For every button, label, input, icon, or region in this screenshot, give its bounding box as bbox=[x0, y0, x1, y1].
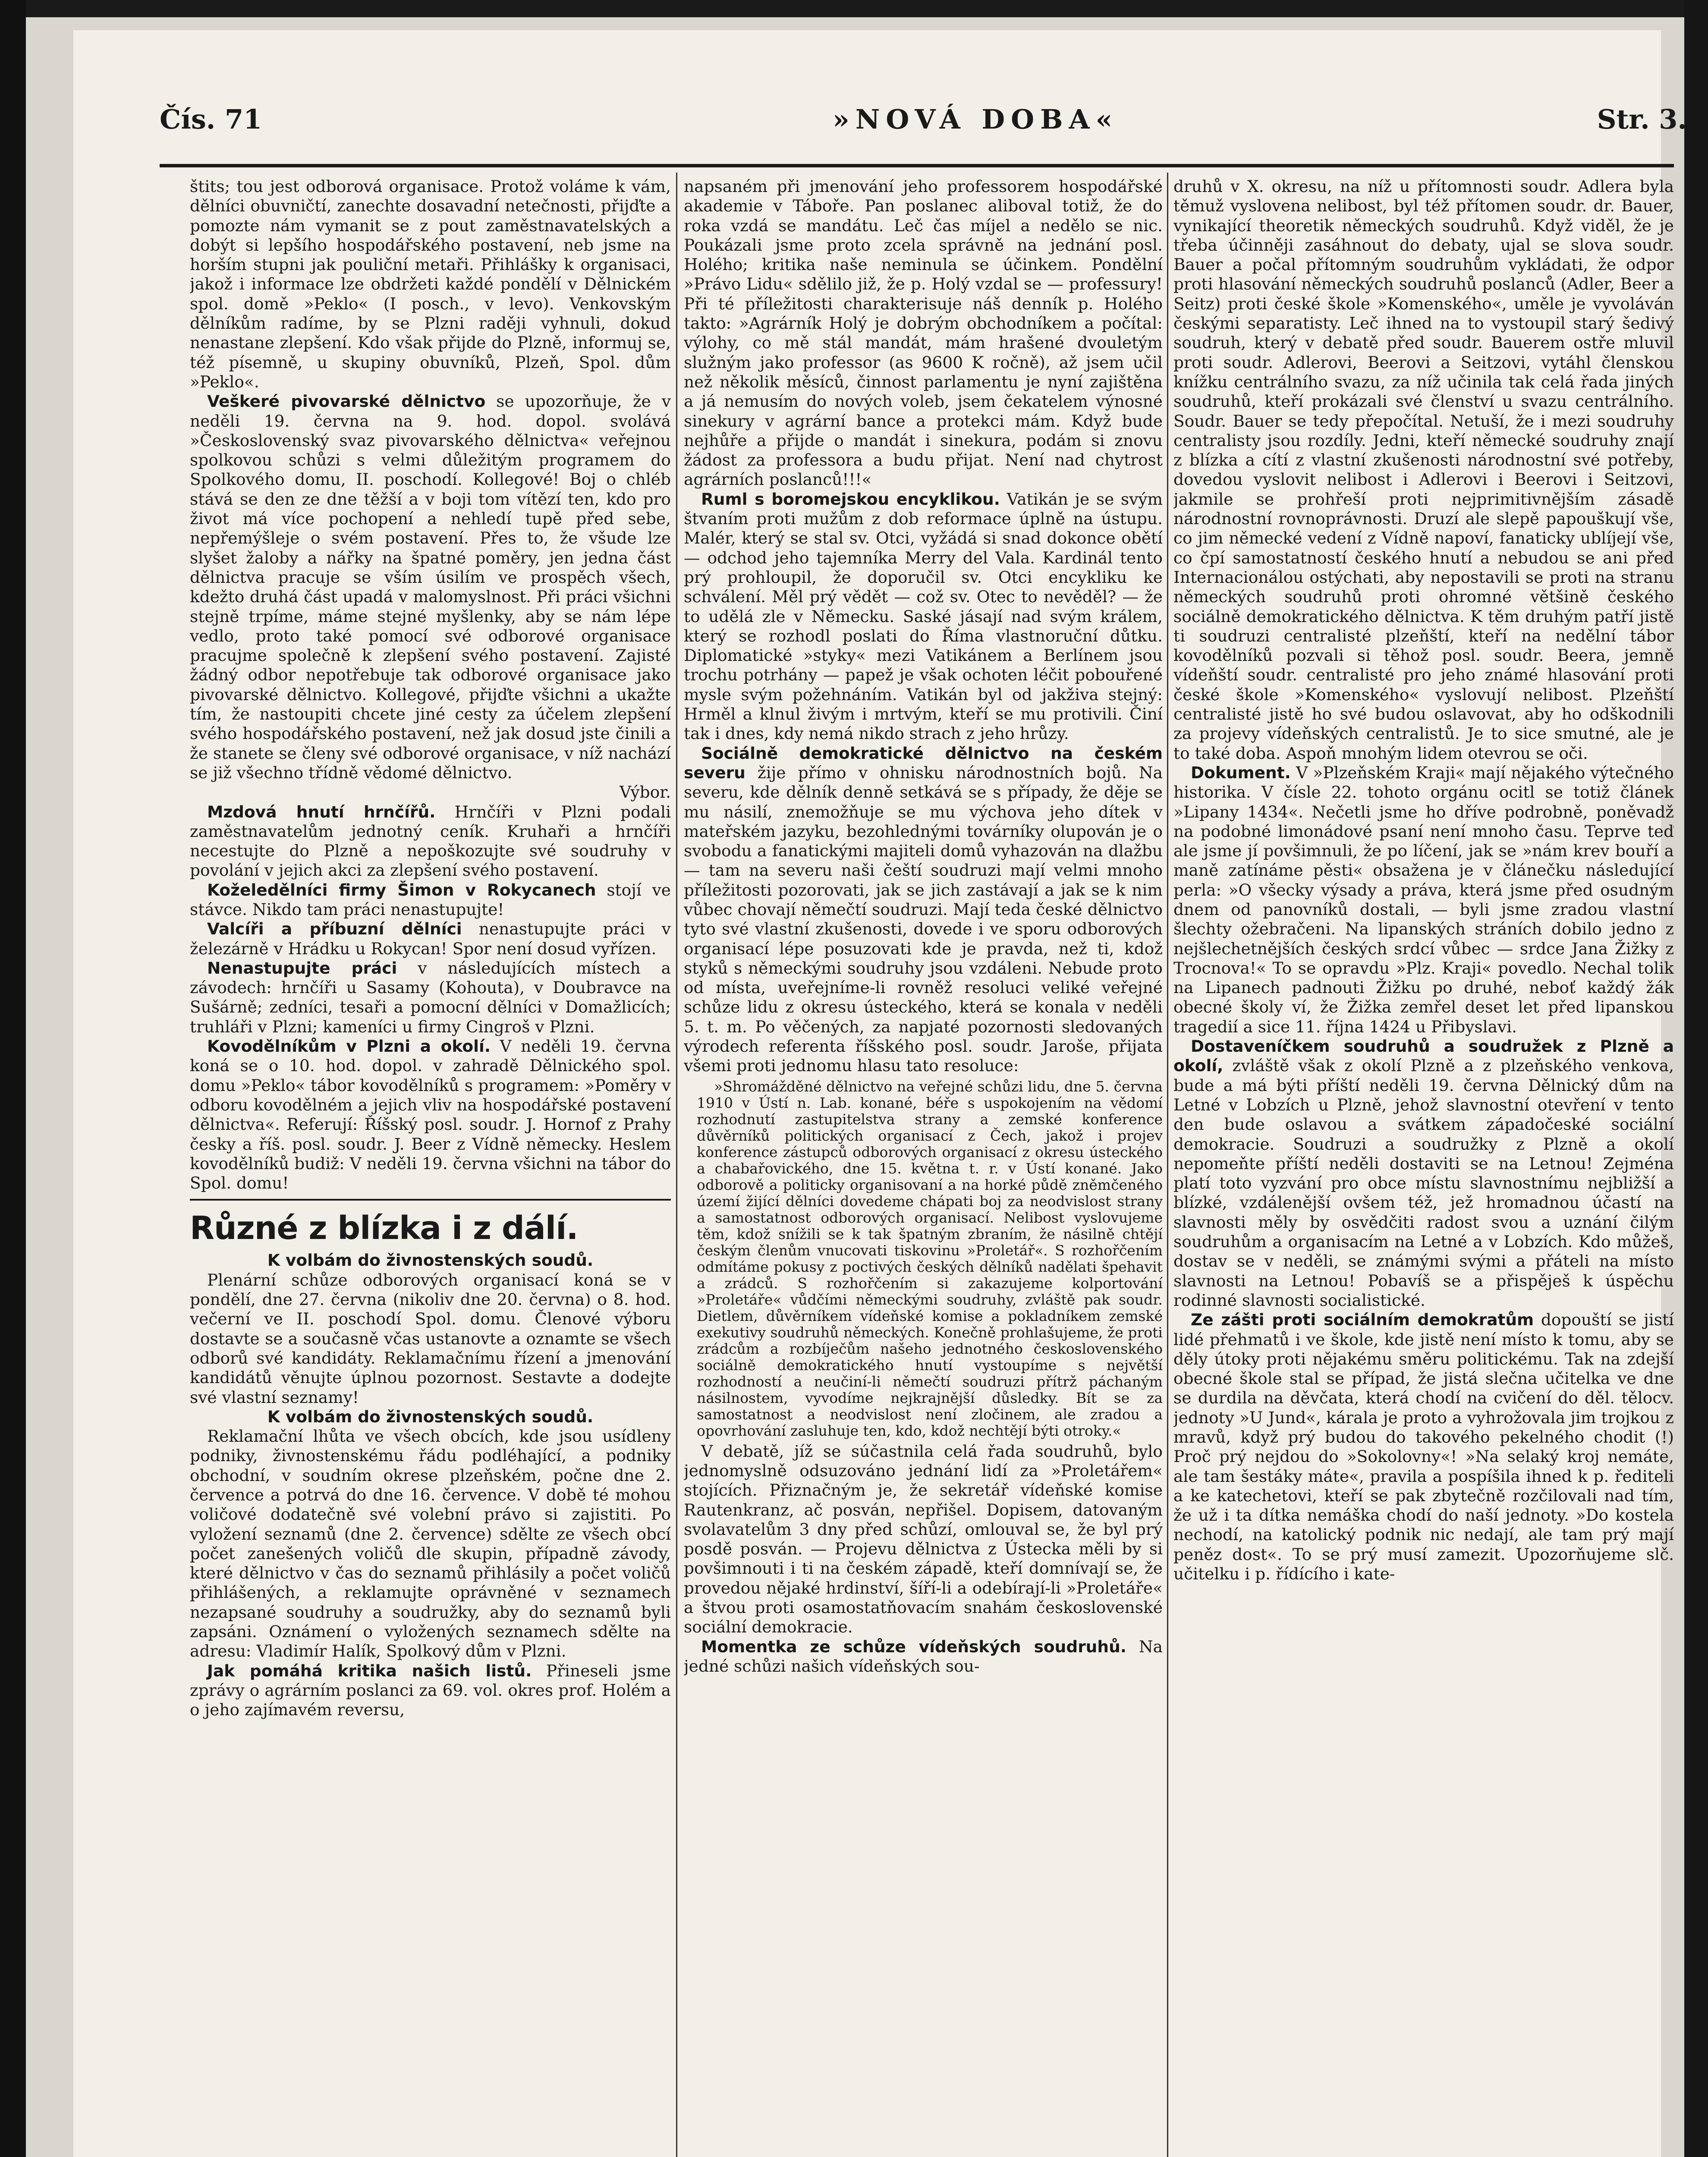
article-text: V »Plzeňském Kraji« mají nějakého výtečného historika. V čísle 22. tohoto orgánu ocitl se totiž článek »Lipany 1434«. Nečetli jsme ho dříve podrobně, poněvadž na podobné limonádové psaní není mnoho času. Teprve teď ale jsme jí povšimnuli, že po líčení, jak se »nám krev bouří a maně zatínáme pěsti« obsažena je v článečku následující perla: »O všecky výsady a práva, která jsme před osudným dnem od panovníků dostali, — byli jsme zradou vlastní šlechty ožebračeni. Na lipanských stráních dobilo jedno z nejšlechetnějších českých srdcí vůbec — srdce Jana Žižky z Trocnova!« To se opravdu »Plz. Kraji« povedlo. Nechal tolik na Lipanech padnouti Žižku po druhé, neboť každý žák obecné školy ví, že Žižka zemřel deset let před lipanskou tragedií a sice 11. října 1424 u Přibyslavi. bbox=[1173, 763, 1674, 1036]
article-text: dopouští se jistí lidé přehmatů i ve škole, kde jistě není místo k tomu, aby se děly útoky proti nějakému směru politickému. Tak na zdejší obecné škole stal se případ, že jistá slečna učitelka ve dne se durdila na děvčata, která chodí na cvičení do děl. tělocv. jednoty »U Jund«, kárala je proto a vyhrožovala jim trojkou z mravů, když prý budou do takového pekelného chodit (!) Proč prý nejdou do »Sokolovny«! »Na selaký kroj nemáte, ale tam šestáky máte«, pravila a pospíšila ihned k p. řediteli a ke katechetovi, kteří se pak zbytečně rozčilovali nad tím, že už i ta dítka nemáška chodí do naší jednoty. »Do kostela nechodí, na katolický podnik nic nedají, ale tam prý mají peněz dost«. To se prý musí zamezit. Upozorňujeme slč. učitelku i p. řídícího i kate- bbox=[1173, 1310, 1674, 1584]
article-text: nenastupujte práci v železárně v Hrádku u Rokycan! Spor není dosud vyřízen. bbox=[190, 919, 671, 958]
article-headline: Koželedělníci firmy Šimon v Rokycanech bbox=[207, 880, 596, 899]
article bbox=[190, 959, 671, 1037]
column-divider bbox=[676, 173, 677, 2157]
article-headline: Veškeré pivovarské dělnictvo bbox=[207, 392, 486, 411]
article bbox=[190, 802, 671, 880]
article-headline: Ze zášti proti sociálním demokratům bbox=[1191, 1310, 1534, 1330]
article bbox=[1173, 1310, 1674, 1584]
article-text: Přineseli jsme zprávy o agrárním poslanci za 69. vol. okres prof. Holém a o jeho zajímavém reversu, bbox=[190, 1661, 671, 1720]
header-rule bbox=[160, 164, 1674, 167]
article-headline: Sociálně demokratické dělnictvo na českém severu bbox=[684, 743, 1163, 782]
article-text: štits; tou jest odborová organisace. Protož voláme k vám, dělníci obuvničtí, zanechte dosavadní netečnosti, přijďte a pomozte nám vymanit se z pout zaměstnavatelských a dobýt si lepšího hospodářského postavení, neb jsme na horším stupni jak pouliční metaři. Přihlášky k organisaci, jakož i informace lze obdržeti každé pondělí v Dělnickém spol. domě »Peklo« (I posch., v levo). Venkovským dělníkům radíme, by se Plzni raději vyhnuli, dokud nenastane zlepšení. Kdo však přijde do Plzně, informuj se, též písemně, u skupiny obuvníků, Plzeň, Spol. dům »Peklo«. bbox=[190, 177, 671, 391]
article-headline: K volbám do živnostenských soudů. bbox=[267, 1407, 594, 1426]
article-text: stojí ve stávce. Nikdo tam práci nenastupujte! bbox=[190, 880, 671, 919]
article-headline: Dokument. bbox=[1191, 763, 1291, 782]
article-text: Na jedné schůzi našich vídeňských sou- bbox=[684, 1637, 1163, 1676]
article bbox=[190, 1661, 671, 1720]
signature: Výbor. bbox=[619, 783, 671, 802]
page-number: Str. 3. bbox=[1597, 104, 1687, 135]
scan-frame-right bbox=[1684, 0, 1708, 2157]
column-divider bbox=[1167, 173, 1168, 2157]
section-heading: Různé z blízka i z dálí. bbox=[190, 1210, 578, 1247]
issue-number: Čís. 71 bbox=[160, 104, 262, 135]
article-text: Vatikán je se svým štvaním proti mužům z dob reformace úplně na ústupu. Malér, který se stal sv. Otci, vyžádá si snad dokonce obětí — odchod jeho tajemníka Merry del Vala. Kardinál tento prý prohloupil, že doporučil sv. Otci encykliku ke schválení. Měl prý vědět — což sv. Otec to nevěděl? — že to udělá zle v Německu. Saské jásají nad svým králem, který se rozhodl poslati do Říma vlastnoruční důtku. Diplomatické »styky« mezi Vatikánem a Berlínem jsou trochu potrhány — papež je však ochoten léčit pobouřené mysle svým požehnáním. Vatikán byl od jakživa stejný: Hrměl a klnul živým i mrtvým, kteří se mu protivili. Činí tak i dnes, kdy nemá nikdo strach z jeho hrůzy. bbox=[684, 489, 1163, 743]
article-headline: Jak pomáhá kritika našich listů. bbox=[207, 1661, 532, 1680]
article-headline: Valcíři a příbuzní dělníci bbox=[207, 919, 462, 939]
article-text: Plenární schůze odborových organisací koná se v pondělí, dne 27. června (nikoliv dne 20. června) o 8. hod. večerní ve II. poschodí Spol. domu. Členové výboru dostavte se a současně včas ustanovte a oznamte se všech odborů své kandidáty. Reklamačnímu řízení a jmenování kandidátů věnujte úplnou pozornost. Sestavte a dodejte své vlastní seznamy! bbox=[190, 1270, 671, 1407]
article-headline: Nenastupujte práci bbox=[207, 958, 397, 978]
article-headline: Dostaveníčkem soudruhů a soudružek z Plzně a okolí, bbox=[1173, 1037, 1674, 1075]
article bbox=[684, 490, 1163, 744]
article-text: druhů v X. okresu, na níž u přítomnosti soudr. Adlera byla těmuž vyslovena nelibost, byl též přítomen soudr. dr. Bauer, vynikající theoretik německých soudruhů. Když viděl, že je třeba účinněji zasáhnout do debaty, ujal se slova soudr. Bauer a počal přítomným soudruhům vykládati, že odpor proti hlasování německých soudruhů poslanců (Adler, Beer a Seitz) proti české škole »Komenského«, uměle je vyvoláván českými separatisty. Leč ihned na to vystoupil starý šedivý soudruh, který v debatě před soudr. Bauerem ostře mluvil proti soudr. Adlerovi, Beerovi a Seitzovi, vytáhl členskou knížku centrálního svazu, za níž učinila tak celá řada jiných soudruhů, kteří prokázali své členství u svazu centrálního. Soudr. Bauer se tedy přepočítal. Netuší, že i mezi soudruhy centralisty jsou rozdíly. Jedni, kteří německé soudruhy znají z blízka a cítí z vlastní zkušenosti národnostní své potřeby, dovedou vyslovit nelibost i Adlerovi i Beerovi i Seitzovi, jakmile se prohřeší proti nejprimitivnějším zásadě národnostní rovnoprávnosti. Druzí ale slepě papouškují vše, co jim německé vedení z Vídně napoví, fanaticky ublíjejí vše, co čpí samostatností českého hnutí a nebudou se ani před Internacionálou ostýchati, aby nepostavili se proti na stranu německých soudruhů proti ohromné většině českého sociálně demokratického dělnictva. K těm druhým patří jistě ti soudruzi centralisté plzeňští, kteří na nedělní tábor kovodělníků pozvali si těhož posl. soudr. Beera, jemně vídeňští soudr. centralisté pro jeho známé hlasování proti české škole »Komenského« vyslovují nelibost. Plzeňští centralisté jistě ho své budou oslavovat, aby ho odškodnili za projevy vídeňských centralistů. Je to sice smutné, ale je to také doba. Aspoň mnohým lidem otevrou se oči. bbox=[1173, 177, 1674, 763]
article-text: Hrnčíři v Plzni podali zaměstnavatelům jednotný ceník. Kruhaři a hrnčíři necestujte do Plzně a nepoškozujte své soudruhy v povolání v jejich akci za zlepšení svého postavení. bbox=[190, 802, 671, 880]
article-text: V neděli 19. června koná se o 10. hod. dopol. v zahradě Dělnického spol. domu »Peklo« tábor kovodělníků s programem: »Poměry v odboru kovodělném a jejich vliv na hospodářské postavení dělnictva«. Referují: Říšský posl. soudr. J. Hornof z Prahy česky a říš. posl. soudr. J. Beer z Vídně německy. Heslem kovodělníků budiž: V neděli 19. června všichni na tábor do Spol. domu! bbox=[190, 1037, 671, 1193]
article-headline: Kovodělníkům v Plzni a okolí. bbox=[207, 1037, 491, 1056]
article-headline: Ruml s boromejskou encyklikou. bbox=[701, 489, 1000, 509]
scan-frame-left bbox=[0, 0, 26, 2157]
column-3 bbox=[1173, 177, 1674, 2157]
article-text: V debatě, jíž se súčastnila celá řada soudruhů, bylo jednomyslně odsuzováno jednání lidí za »Proletářem« stojících. Přiznačným je, že sekretář vídeňské komise Rautenkranz, ač posván, nepřišel. Dopisem, datovaným svolavatelům 3 dny před schůzí, omlouval se, že byl prý posdě posván. — Projevu dělnictva z Ústecka měli by si povšimnouti i ti na českém západě, kteří domnívají se, že provedou nějaké hrdinství, šíří-li a odebírají-li »Proletáře« a štvou proti osamostatňovacím snahám československé sociální demokracie. bbox=[684, 1441, 1163, 1637]
article-text: v následujících místech a závodech: hrnčíři u Sasamy (Kohouta), v Doubravce na Sušárně; zedníci, tesaři a pomocní dělníci v Domažlicích; truhláři v Plzni; kameníci u firmy Cingroš v Plzni. bbox=[190, 958, 671, 1036]
masthead-title: »NOVÁ DOBA« bbox=[833, 104, 1119, 135]
article-text: se upozorňuje, že v neděli 19. června na 9. hod. dopol. svolává »Československý svaz pivovarského dělnictva« veřejnou spolkovou schůzi s velmi důležitým programem do Spolkového domu, II. poschodí. Kollegové! Boj o chléb stává se den ze dne těžší a v boji tom vítězí ten, kdo pro život má více pochopení a nehledí tupě před sebe, nepřemýšleje o svém postavení. Přes to, že všude lze slyšet žaloby a nářky na špatné poměry, jen jedna část dělnictva pracuje se vším úsilím ve prospěch všech, kdežto druhá část upadá v malomyslnost. Při práci všichni stejně trpíme, máme stejné myšlenky, aby se nám lépe vedlo, proto také pomocí své odborové organisace pracujme společně k zlepšení svého postavení. Zajisté žádný odbor nepotřebuje tak odborové organisace jako pivovarské dělnictvo. Kollegové, přijďte všichni a ukažte tím, že nastoupiti chcete jiné cesty za účelem zlepšení svého hospodářského postavení, než jak dosud jste činili a že stanete se členy své odborové organisace, v níž nachází se již všechno třídně vědomé dělnictvo. bbox=[190, 392, 671, 782]
column-2 bbox=[684, 177, 1163, 2157]
article-headline: Mzdová hnutí hrnčířů. bbox=[207, 802, 436, 821]
column-1 bbox=[190, 177, 671, 2157]
article bbox=[684, 744, 1163, 1076]
article-text: Reklamační lhůta ve všech obcích, kde jsou usídleny podniky, živnostenskému řádu podléhající, a podniky obchodní, v soudním okrese plzeňském, počne dne 2. července a potrvá do dne 16. července. V době té mohou voličové dodatečně své volební právo si zajistiti. Po vyložení seznamů (dne 2. července) sdělte ze všech obcí počet zanešených voličů dle skupin, případně závody, které dělnictvo v čas do seznamů přihlásily a počet voličů přihlášených, a reklamujte oprávněné v seznamech nezapsané soudruhy a soudružky, aby do seznamů byli zapsáni. Oznámení o vyložených seznamech sdělte na adresu: Vladimír Halík, Spolkový dům v Plzni. bbox=[190, 1427, 671, 1661]
article bbox=[190, 880, 671, 920]
running-head bbox=[160, 86, 1687, 134]
section-rule bbox=[190, 1199, 671, 1201]
article bbox=[190, 919, 671, 959]
article bbox=[1173, 763, 1674, 1037]
article-text: žije přímo v ohnisku národnostních bojů. Na severu, kde dělník denně setkává se s případy, že děje se mu násilí, znemožňuje se mu výchova jeho dítek v mateřském jazyku, bezohlednými továrníky olupován je o svobodu a fanatickými majiteli domů vyhazován na dlažbu — tam na severu naši čeští soudruzi mají velmi mnoho příležitosti pozorovati, jak se jich zastávají a jak se k nim vůbec chovají němečtí soudruzi. Mají teda české dělnictvo tyto své vlastní zkušenosti, dovede i ve sporu odborových organisací lépe posuzovati kde je pravda, než ti, kdož styků s německými soudruhy jsou vzdáleni. Nebude proto od místa, uveřejníme-li rovněž resoluci veliké veřejné schůze lidu z okresu ústeckého, která se konala v neděli 5. t. m. Po věčených, za napjaté pozornosti sledovaných výrodech referenta říšského posl. soudr. Jaroše, přijata všemi proti jednomu hlasu tato resoluce: bbox=[684, 763, 1163, 1075]
article-text: zvláště však z okolí Plzně a z plzeňského venkova, bude a má býti příští neděli 19. června Dělnický dům na Letné v Lobzích u Plzně, jehož slavnostní otevření v tento den bude oslavou a svátkem západočeské sociální demokracie. Soudruzi a soudružky z Plzně a okolí nepomeňte příští neděli dostaviti se na Letnou! Zejména platí toto vyzvání pro obce místu slavnostnímu nejbližší a blízké, vzdálenější ovšem též, jež hromadnou účastí na slavnosti měly by osvědčiti radost svou a uznání čilým soudruhům a organisacím na Letné a v Lobzích. Kdo můžeš, dostav se v neděli, se známými svými a přáteli na místo slavnosti na Letnou! Pobavíš se a přispěješ k úspěchu rodinné slavnosti socialistické. bbox=[1173, 1056, 1674, 1310]
newspaper-page bbox=[73, 30, 1687, 2157]
article-headline: K volbám do živnostenských soudů. bbox=[267, 1251, 594, 1270]
article bbox=[190, 1037, 671, 1193]
resolution-quote: »Shromážděné dělnictvo na veřejné schůzi lidu, dne 5. června 1910 v Ústí n. Lab. konané, béře s uspokojením na vědomí rozhodnutí zastupitelstva strany a zemské konference důvěrníků politických organisací z Čech, jakož i projev konference zástupců odborových organisací z okresu ústeckého a chabařovického, dne 15. května t. r. v Ústí konané. Jako odborově a politicky organisovaní a na horké půdě zněmčeného území žijící dělníci dovedeme chápati boj za neodvislost strany a samostatnost odborových organisací. Nelibost vyslovujeme těm, kdož snížili se k tak špatným zbraním, že násilně chtějí českým členům vnucovati tiskovinu »Proletář«. S rozhořčením odmítáme pokusy z poctivých českých dělníků nadělati špehavit a zrádců. S rozhořčením si zakazujeme kolportování »Proletáře« vůdčími německými soudruhy, zvláště pak soudr. Dietlem, důvěrníkem vídeňské komise a pokladníkem zemské exekutivy soudruhů německých. Konečně prohlašujeme, že proti zrádcům a rozbíječům našeho jednotného československého sociálně demokratického hnutí vystoupíme s největší rozhodností a neučiní-li němečtí soudruzi přítrž páchaným násilnostem, vyvodíme nejkrajnější důsledky. Bít se za samostatnost a neodvislost není zločinem, ale zradou a opovrhování zasluhuje ten, kdo, kdož nechtějí býti otroky.« bbox=[697, 1078, 1163, 1439]
scan-frame-top bbox=[0, 0, 1708, 17]
article-text: napsaném při jmenování jeho professorem hospodářské akademie v Táboře. Pan poslanec aliboval totiž, že do roka vzdá se mandátu. Leč čas míjel a nedělo se nic. Poukázali jsme proto zcela správně na jednání posl. Holého; kritika naše neminula se účinkem. Pondělní »Právo Lidu« sdělilo již, že p. Holý vzdal se — professury! Při té příležitosti charakterisuje náš denník p. Holého takto: »Agrárník Holý je dobrým obchodníkem a počítal: výlohy, co mě stál mandát, mám hrašené dvouletým služným jako professor (as 9600 K ročně), až jsem učil než několik měsíců, činnost parlamentu je nyní zajištěna a já nemusím do nových voleb, jsem čekatelem výnosné sinekury v agrární bance a protekci mám. Když bude nejhůře a přijde o mandát i sinekura, podám si znovu žádost za professora a budu přijat. Není nad chytrost agrárních poslanců!!!« bbox=[684, 177, 1163, 489]
article bbox=[1173, 1037, 1674, 1310]
article-headline: Momentka ze schůze vídeňských soudruhů. bbox=[701, 1637, 1127, 1656]
article bbox=[190, 392, 671, 783]
article bbox=[684, 1637, 1163, 1676]
